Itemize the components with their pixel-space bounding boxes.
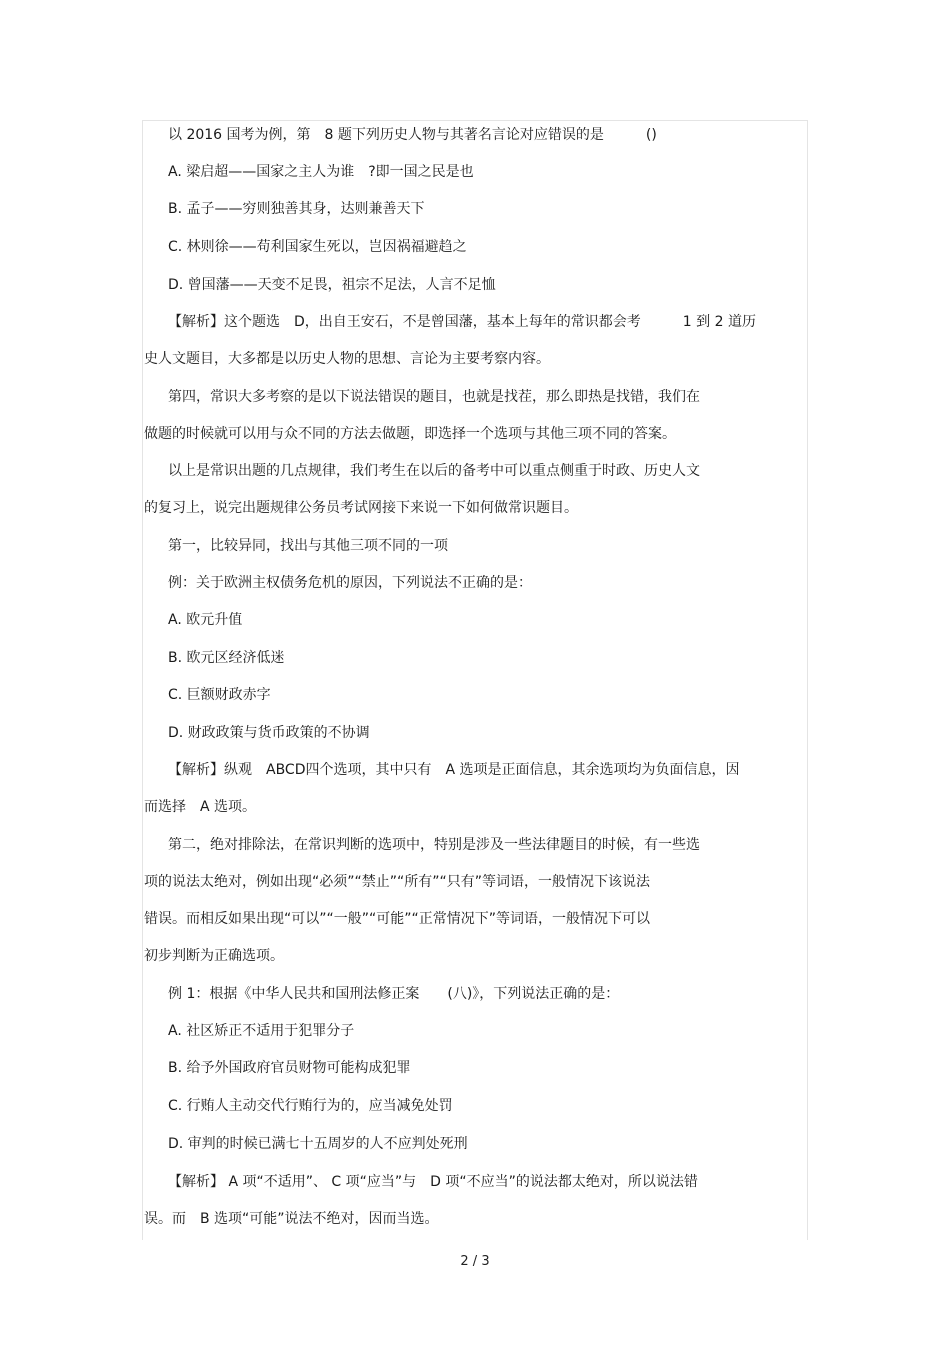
- section-heading: 第二，绝对排除法，在常识判断的选项中，特别是涉及一些法律题目的时候，有一些选: [168, 837, 700, 853]
- option-a: A. 梁启超——国家之主人为谁 ?即一国之民是也: [168, 164, 474, 180]
- analysis-paragraph: 【解析】这个题选 D，出自王安石，不是曾国藩，基本上每年的常识都会考 1 到 2 道历: [168, 314, 756, 330]
- body-paragraph: 的复习上，说完出题规律公务员考试网接下来说一下如何做常识题目。: [144, 500, 578, 516]
- option-c: C. 巨额财政赤字: [168, 687, 271, 703]
- option-b: B. 给予外国政府官员财物可能构成犯罪: [168, 1060, 411, 1076]
- analysis-paragraph: 而选择 A 选项。: [144, 799, 257, 815]
- page-number: 2 / 3: [460, 1254, 490, 1269]
- example-stem: 例：关于欧洲主权债务危机的原因，下列说法不正确的是：: [168, 575, 532, 591]
- option-d: D. 审判的时候已满七十五周岁的人不应判处死刑: [168, 1136, 468, 1152]
- analysis-paragraph: 【解析】纵观 ABCD四个选项，其中只有 A 选项是正面信息，其余选项均为负面信息，因: [168, 762, 740, 778]
- option-c: C. 行贿人主动交代行贿行为的，应当减免处罚: [168, 1098, 453, 1114]
- option-b: B. 孟子——穷则独善其身，达则兼善天下: [168, 201, 425, 217]
- option-d: D. 财政政策与货币政策的不协调: [168, 725, 370, 741]
- body-paragraph: 错误。而相反如果出现“可以”“一般”“可能”“正常情况下”等词语，一般情况下可以: [144, 911, 651, 927]
- body-paragraph: 第四，常识大多考察的是以下说法错误的题目，也就是找茬，那么即热是找错，我们在: [168, 389, 700, 405]
- section-heading: 第一，比较异同，找出与其他三项不同的一项: [168, 538, 448, 554]
- question-stem: 以 2016 国考为例，第 8 题下列历史人物与其著名言论对应错误的是 (): [168, 127, 657, 143]
- analysis-paragraph: 史人文题目，大多都是以历史人物的思想、言论为主要考察内容。: [144, 351, 550, 367]
- option-a: A. 社区矫正不适用于犯罪分子: [168, 1023, 355, 1039]
- analysis-paragraph: 【解析】 A 项“不适用”、 C 项“应当”与 D 项“不应当”的说法都太绝对，所以说法错: [168, 1174, 698, 1190]
- body-paragraph: 初步判断为正确选项。: [144, 948, 284, 964]
- analysis-paragraph: 误。而 B 选项“可能”说法不绝对，因而当选。: [144, 1211, 439, 1227]
- option-d: D. 曾国藩——天变不足畏，祖宗不足法，人言不足恤: [168, 277, 496, 293]
- example-stem: 例 1：根据《中华人民共和国刑法修正案 (八)》，下列说法正确的是：: [168, 986, 620, 1002]
- body-paragraph: 项的说法太绝对，例如出现“必须”“禁止”“所有”“只有”等词语，一般情况下该说法: [144, 874, 651, 890]
- option-a: A. 欧元升值: [168, 612, 243, 628]
- option-c: C. 林则徐——苟利国家生死以，岂因祸福避趋之: [168, 239, 467, 255]
- option-b: B. 欧元区经济低迷: [168, 650, 285, 666]
- body-paragraph: 以上是常识出题的几点规律，我们考生在以后的备考中可以重点侧重于时政、历史人文: [168, 463, 700, 479]
- body-paragraph: 做题的时候就可以用与众不同的方法去做题，即选择一个选项与其他三项不同的答案。: [144, 426, 676, 442]
